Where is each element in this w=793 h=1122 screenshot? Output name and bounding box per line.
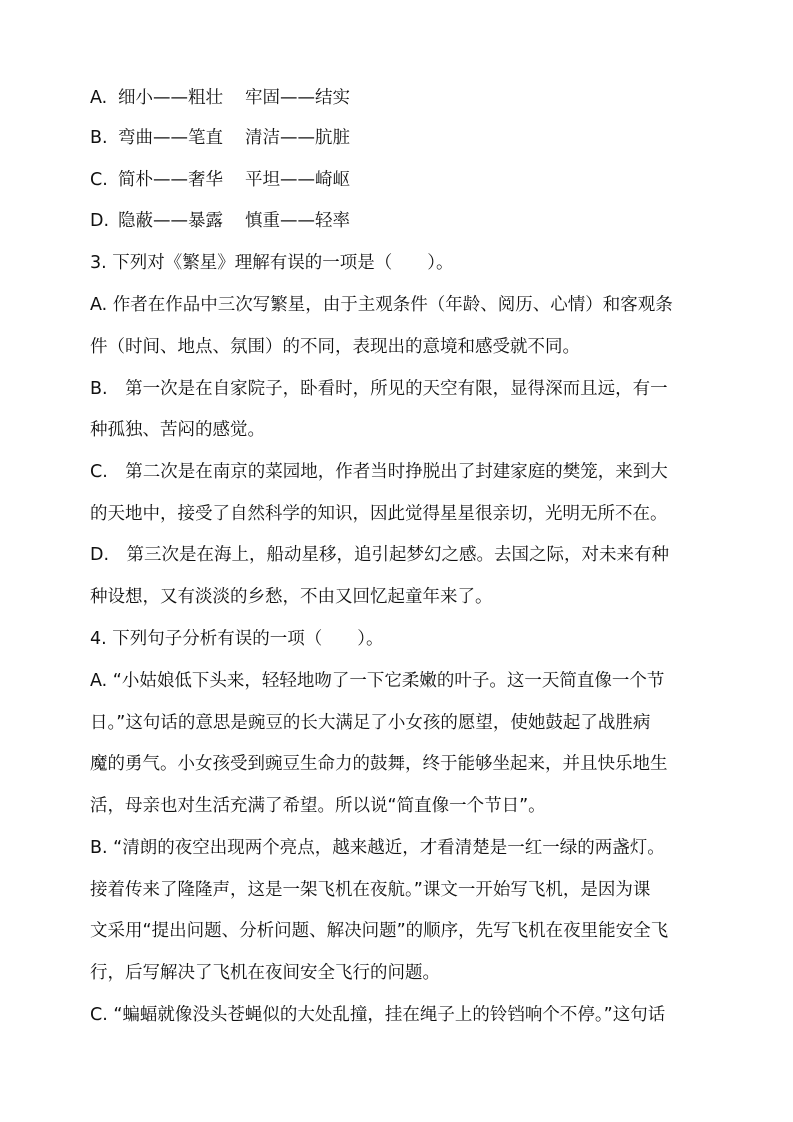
option-letter: C. — [90, 170, 108, 190]
word-pair: 牢固——结实 — [245, 88, 350, 108]
word-pair: 弯曲——笔直 — [118, 128, 223, 148]
word-pair: 隐蔽——暴露 — [118, 211, 223, 231]
text-line: B. “清朗的夜空出现两个亮点，越来越近，才看清楚是一红一绿的两盏灯。 — [90, 838, 665, 858]
text-line: C. 第二次是在南京的菜园地，作者当时挣脱出了封建家庭的樊笼，来到大 — [90, 462, 668, 482]
text-line: A. 作者在作品中三次写繁星，由于主观条件（年龄、阅历、心情）和客观条 — [90, 295, 673, 315]
text-line: A. “小姑娘低下头来，轻轻地吻了一下它柔嫩的叶子。这一天简直像一个节 — [90, 671, 665, 691]
question-4-stem: 4. 下列句子分析有误的一项（ ）。 — [90, 629, 384, 649]
option-a — [90, 86, 350, 110]
text-line: 文采用“提出问题、分析问题、解决问题”的顺序，先写飞机在夜里能安全飞 — [90, 921, 669, 941]
text-line: 行，后写解决了飞机在夜间安全飞行的问题。 — [90, 963, 440, 983]
text-line: 日。”这句话的意思是豌豆的长大满足了小女孩的愿望，使她鼓起了战胜病 — [90, 713, 651, 733]
word-pair: 细小——粗壮 — [118, 88, 223, 108]
text-line: 种设想，又有淡淡的乡愁，不由又回忆起童年来了。 — [90, 587, 493, 607]
word-pair: 清洁——肮脏 — [245, 128, 350, 148]
text-line: C. “蝙蝠就像没头苍蝇似的大处乱撞，挂在绳子上的铃铛响个不停。”这句话 — [90, 1005, 666, 1025]
text-line: 种孤独、苦闷的感觉。 — [90, 420, 265, 440]
text-line: 件（时间、地点、氛围）的不同，表现出的意境和感受就不同。 — [90, 337, 580, 357]
option-c — [90, 168, 350, 192]
text-line: B. 第一次是在自家院子，卧看时，所见的天空有限，显得深而且远，有一 — [90, 379, 668, 399]
word-pair: 平坦——崎岖 — [245, 170, 350, 190]
option-b — [90, 126, 350, 150]
text-line: 的天地中，接受了自然科学的知识，因此觉得星星很亲切，光明无所不在。 — [90, 504, 668, 524]
option-letter: D. — [90, 211, 110, 231]
text-line: 魔的勇气。小女孩受到豌豆生命力的鼓舞，终于能够坐起来，并且快乐地生 — [90, 754, 668, 774]
text-line: 接着传来了隆隆声，这是一架飞机在夜航。”课文一开始写飞机，是因为课 — [90, 880, 651, 900]
text-line: D. 第三次是在海上，船动星移，追引起梦幻之感。去国之际，对未来有种 — [90, 545, 670, 565]
text-line: 活，母亲也对生活充满了希望。所以说“简直像一个节日”。 — [90, 796, 546, 816]
option-letter: B. — [90, 128, 108, 148]
word-pair: 简朴——奢华 — [118, 170, 223, 190]
question-3-stem: 3. 下列对《繁星》理解有误的一项是（ ）。 — [90, 253, 454, 273]
word-pair: 慎重——轻率 — [245, 211, 350, 231]
option-letter: A. — [90, 88, 108, 108]
option-d — [90, 209, 350, 233]
